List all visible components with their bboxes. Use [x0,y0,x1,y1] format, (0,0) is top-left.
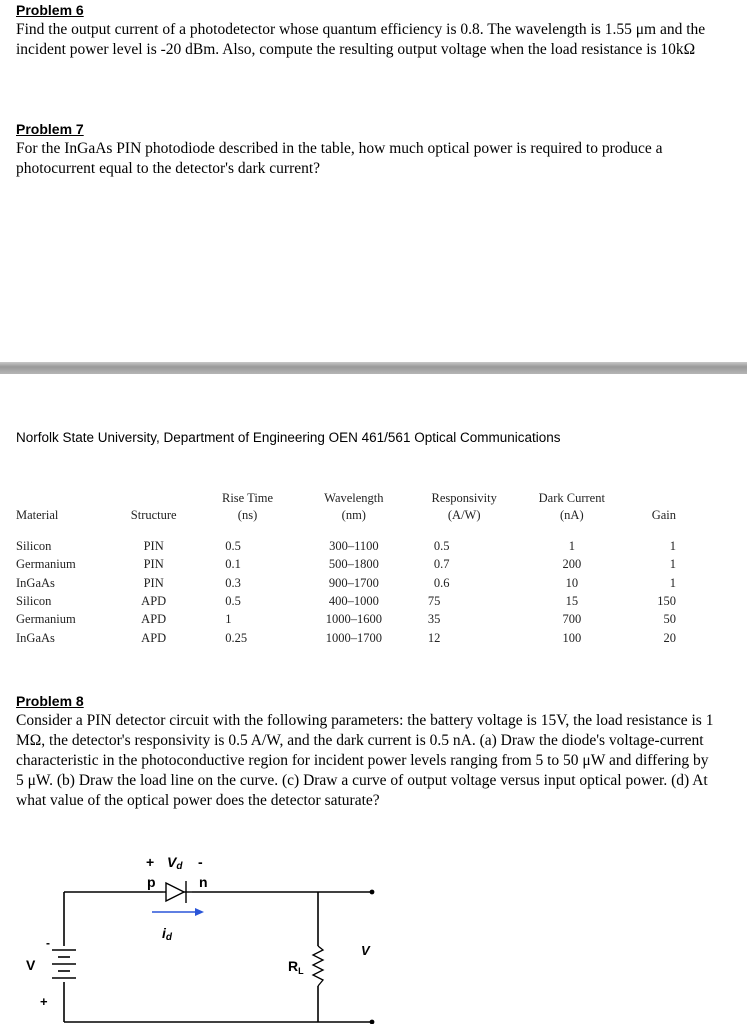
p-label: p [147,874,156,890]
pin-detector-circuit [0,850,420,1024]
n-label: n [199,874,208,890]
header-material: Material [16,508,59,522]
cell-structure: APD [141,594,167,609]
photodiode-icon [163,881,192,903]
id-label: id [162,925,172,943]
vd-minus-label: - [198,854,203,870]
vd-label: Vd [167,854,183,872]
cell-wavelength: 900–1700 [328,575,379,590]
rl-label: $R_L$ [288,958,304,976]
table-row [16,525,676,556]
table-row [16,610,676,628]
page-divider [0,362,747,374]
table-row [16,592,676,610]
cell-wavelength: 300–1100 [329,539,379,554]
cell-dark-current: 10 [565,575,579,590]
cell-structure: PIN [143,575,164,590]
cell-rise-time: 0.3 [225,575,241,590]
cell-rise-time: 0.25 [225,630,248,645]
photodetector-table [16,484,676,647]
cell-material: InGaAs [16,575,55,590]
cell-rise-time: 0.5 [225,594,241,609]
cell-wavelength: 1000–1700 [325,630,382,645]
problem-6-text: Find the output current of a photodetector whose quantum efficiency is 0.8. The wavelength is 1.55 μm and the incident power level is -20 dBm. Also, compute the resulting output voltage when the load resistance is 10kΩ [16,21,706,58]
cell-material: Germanium [16,612,76,627]
cell-responsivity: 0.6 [433,575,450,590]
cell-dark-current: 15 [565,594,579,609]
battery-icon [52,950,76,978]
header-wavelength: Wavelength (nm) [324,491,384,522]
cell-gain: 1 [669,557,676,572]
problem-8-text: Consider a PIN detector circuit with the following parameters: the battery voltage is 15V, the load resistance is 1 MΩ, the detector's responsivity is 0.5 A/W, and the dark current is 0.5 nA. (a) Draw the diode's voltage-current characteristic in the photoconductive region for incident power levels ranging from 5 to 50 μW and differing by 5 μW. (b) Draw the load line on the curve. (c) Draw a curve of output voltage versus input optical power. (d) At what value of the optical power does the detector saturate? [16,712,714,809]
header-responsivity: Responsivity (A/W) [431,491,497,522]
cell-material: Germanium [16,557,76,572]
cell-responsivity: 35 [427,612,441,627]
table-row [16,574,676,592]
cell-dark-current: 200 [562,557,582,572]
circuit-wires [64,892,372,1022]
header-gain: Gain [651,508,676,522]
cell-structure: PIN [143,539,164,554]
cell-gain: 1 [669,539,676,554]
vd-plus-label: + [146,854,155,870]
cell-dark-current: 700 [562,612,582,627]
cell-rise-time: 0.1 [225,557,241,572]
cell-rise-time: 1 [225,612,232,627]
cell-responsivity: 75 [427,594,441,609]
load-resistor-icon [313,946,323,986]
cell-dark-current: 100 [562,630,582,645]
cell-dark-current: 1 [568,539,575,554]
problem-7-heading: Problem 7 [16,121,84,137]
table-row [16,628,676,646]
cell-gain: 20 [663,630,676,645]
current-arrow-head-icon [195,908,204,916]
cell-wavelength: 1000–1600 [325,612,382,627]
cell-gain: 1 [669,575,676,590]
cell-structure: PIN [143,557,164,572]
battery-minus-label: - [46,936,50,950]
cell-structure: APD [141,612,167,627]
header-dark-current: Dark Current (nA) [538,491,605,522]
problem-7-text: For the InGaAs PIN photodiode described in the table, how much optical power is required to produce a photocurrent equal to the detector's dark current? [16,140,663,177]
cell-wavelength: 500–1800 [328,557,379,572]
cell-structure: APD [141,630,167,645]
battery-v-label: V [26,957,36,973]
cell-responsivity: 0.7 [433,557,450,572]
output-terminal-top [370,890,375,895]
cell-wavelength: 400–1000 [328,594,379,609]
department-header: Norfolk State University, Department of Engineering OEN 461/561 Optical Communications [16,430,561,445]
cell-material: Silicon [16,594,52,609]
battery-plus-label: + [40,994,48,1009]
table-row [16,555,676,573]
output-v-label: V [361,943,370,958]
output-terminal-bottom [370,1020,375,1024]
problem-6-heading: Problem 6 [16,2,84,18]
cell-gain: 50 [663,612,676,627]
cell-material: InGaAs [16,630,55,645]
cell-responsivity: 0.5 [433,539,450,554]
problem-8-heading: Problem 8 [16,693,84,709]
header-structure: Structure [130,508,177,522]
header-rise-time: Rise Time (ns) [222,491,274,522]
cell-rise-time: 0.5 [225,539,241,554]
cell-gain: 150 [657,594,676,609]
cell-responsivity: 12 [427,630,441,645]
table-header-row [16,484,676,525]
cell-material: Silicon [16,539,52,554]
